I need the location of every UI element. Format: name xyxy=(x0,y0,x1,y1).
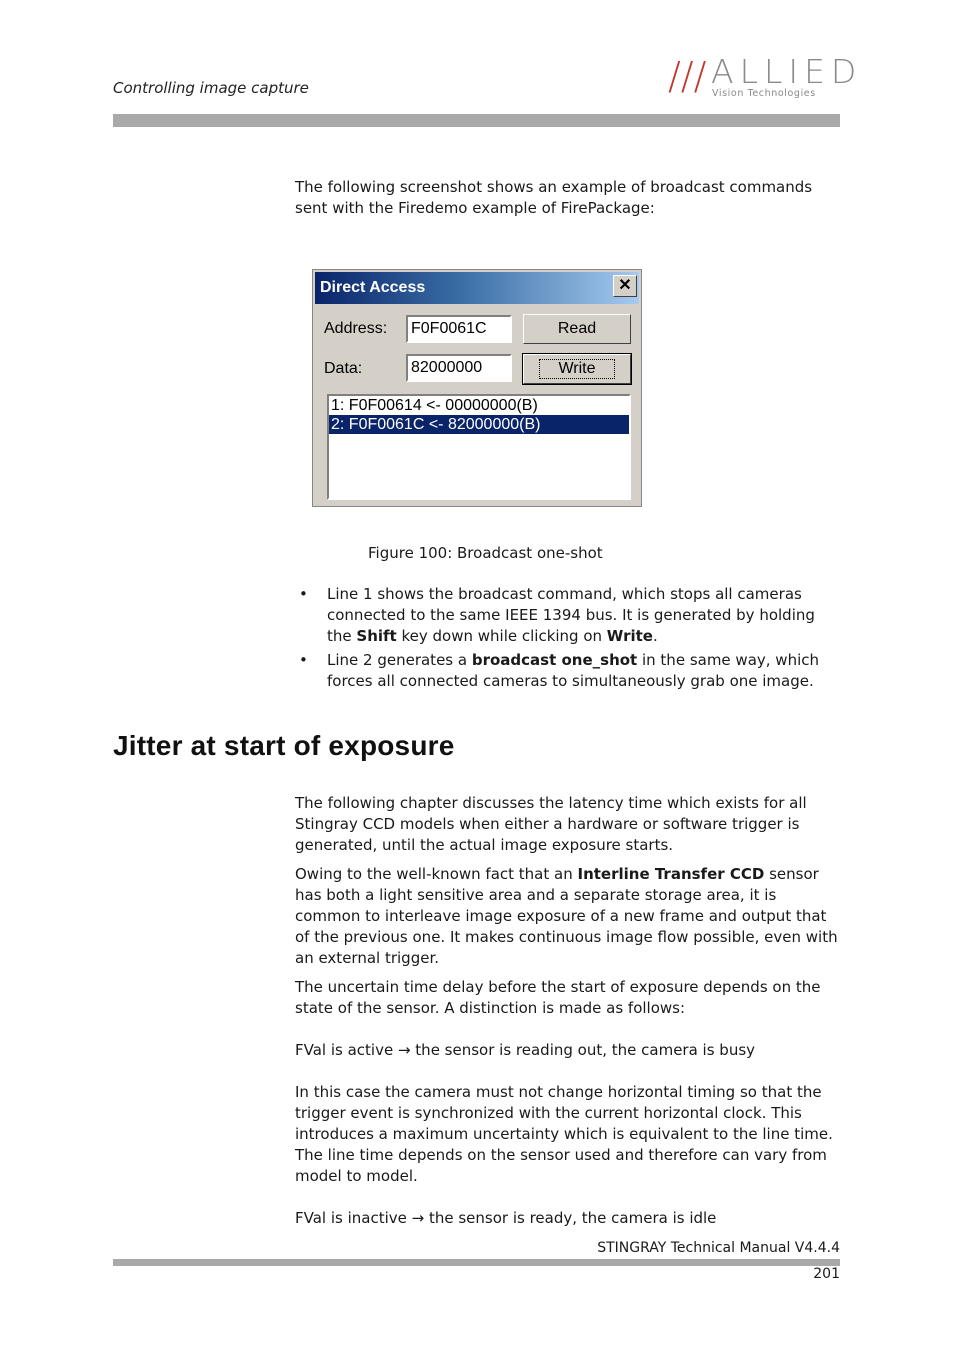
direct-access-dialog xyxy=(312,269,642,507)
footer-title: STINGRAY Technical Manual V4.4.4 xyxy=(597,1240,840,1256)
paragraph: The following chapter discusses the latency time which exists for all Stingray CCD models when either a hardware or software trigger is generated, until the actual image exposure starts. xyxy=(295,794,807,854)
figure-caption: Figure 100: Broadcast one-shot xyxy=(368,544,603,562)
bullet-item xyxy=(295,584,840,647)
paragraph-text: sensor has both a light sensitive area and a separate storage area, it is common to interleave image exposure of a new frame and output that of the previous one. It makes continuous image flow possible, even with an external trigger. xyxy=(295,865,838,967)
paragraph-text: Owing to the well-known fact that an xyxy=(295,865,578,883)
footer-rule xyxy=(113,1259,840,1266)
bullet-list xyxy=(295,584,840,695)
paragraph: The uncertain time delay before the start of exposure depends on the state of the sensor. A distinction is made as follows: xyxy=(295,978,821,1017)
section-heading: Jitter at start of exposure xyxy=(113,730,455,761)
close-icon[interactable]: ✕ xyxy=(613,275,637,297)
bullet-icon: • xyxy=(299,585,308,603)
bullet-bold: Shift xyxy=(356,627,397,645)
header-rule xyxy=(113,114,840,127)
read-button[interactable] xyxy=(523,314,631,344)
address-field[interactable]: F0F0061C xyxy=(406,315,512,343)
logo-subtitle: Vision Technologies xyxy=(712,88,816,99)
paragraph-bold: Interline Transfer CCD xyxy=(577,865,765,883)
logo-word: ALLIED xyxy=(711,52,863,91)
write-button-label: Write xyxy=(539,359,614,379)
command-list[interactable] xyxy=(327,394,631,500)
bullet-text: in the same way, which forces all connected cameras to simultaneously grab one image. xyxy=(327,651,819,690)
data-label: Data: xyxy=(324,360,363,377)
address-label: Address: xyxy=(324,320,388,337)
intro-paragraph: The following screenshot shows an example of broadcast commands sent with the Firedemo example of FirePackage: xyxy=(295,178,813,217)
running-header: Controlling image capture xyxy=(113,79,309,97)
bullet-text: key down while clicking on xyxy=(396,627,607,645)
list-item-selected[interactable]: 2: F0F0061C <- 82000000(B) xyxy=(329,415,629,434)
data-field[interactable]: 82000000 xyxy=(406,354,512,382)
bullet-text: Line 2 generates a xyxy=(327,651,472,669)
bullet-bold: Write xyxy=(606,627,653,645)
write-button[interactable] xyxy=(523,354,631,384)
paragraph: FVal is active → the sensor is reading out, the camera is busy xyxy=(295,1041,756,1059)
list-item[interactable]: 1: F0F00614 <- 00000000(B) xyxy=(331,397,538,414)
dialog-title: Direct Access xyxy=(315,272,639,304)
bullet-text: . xyxy=(652,627,658,645)
paragraph xyxy=(295,864,840,969)
allied-logo xyxy=(668,52,863,102)
bullet-text: Line 1 shows the broadcast command, which stops all cameras connected to the same IEEE 1394 bus. It is generated by holding the xyxy=(327,585,815,645)
read-button-label: Read xyxy=(557,320,597,337)
bullet-icon: • xyxy=(299,651,308,669)
bullet-item xyxy=(295,650,840,692)
logo-slashes: /// xyxy=(668,54,707,98)
paragraph: In this case the camera must not change horizontal timing so that the trigger event is synchronized with the current horizontal clock. This introduces a maximum uncertainty which is equivalent to the line time. The line time depends on the sensor used and therefore can vary from model to model. xyxy=(295,1083,833,1185)
page-number: 201 xyxy=(813,1266,840,1282)
bullet-bold: broadcast one_shot xyxy=(471,651,638,669)
paragraph: FVal is inactive → the sensor is ready, the camera is idle xyxy=(295,1209,717,1227)
section-body xyxy=(295,793,840,1237)
